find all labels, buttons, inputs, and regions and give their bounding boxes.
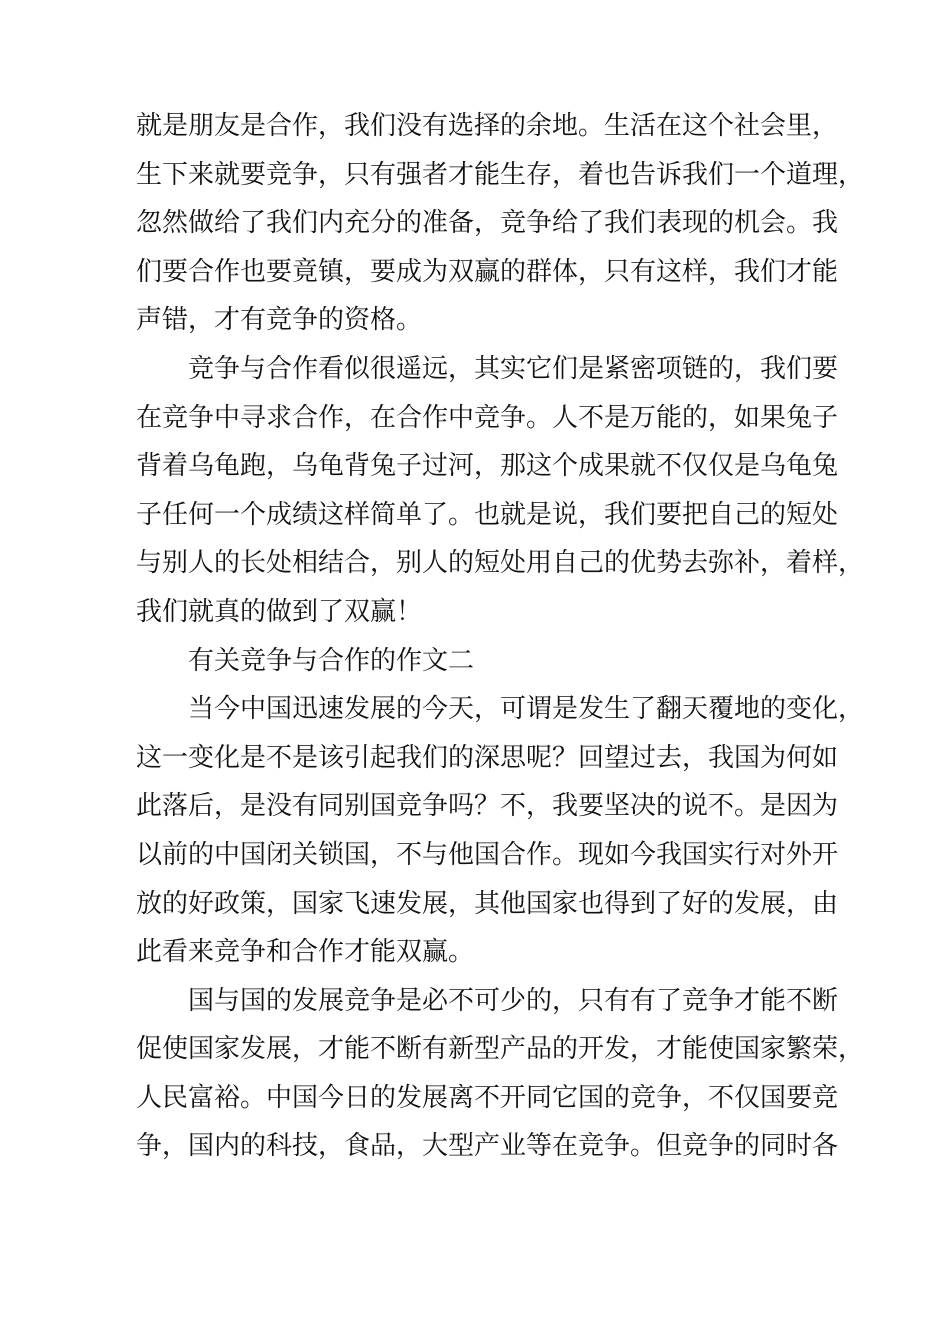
text-line: 背着乌龟跑，乌龟背兔子过河，那这个成果就不仅仅是乌龟兔 bbox=[136, 451, 839, 482]
text-line: 与别人的长处相结合，别人的短处用自己的优势去弥补，着样， bbox=[136, 548, 865, 579]
text-line: 促使国家发展，才能不断有新型产品的开发，才能使国家繁荣， bbox=[136, 1034, 865, 1065]
text-line: 在竞争中寻求合作，在合作中竞争。人不是万能的，如果兔子 bbox=[136, 402, 839, 433]
section-heading: 有关竞争与合作的作文二 bbox=[188, 645, 475, 676]
text-line: 们要合作也要竟镇，要成为双赢的群体，只有这样，我们才能 bbox=[136, 256, 839, 287]
paragraph-first-line: 当今中国迅速发展的今天，可谓是发生了翻天覆地的变化， bbox=[188, 694, 865, 725]
paragraph-first-line: 国与国的发展竞争是必不可少的，只有有了竞争才能不断 bbox=[188, 985, 839, 1016]
text-line: 我们就真的做到了双赢！ bbox=[136, 596, 423, 627]
paragraph-first-line: 竞争与合作看似很遥远，其实它们是紧密项链的，我们要 bbox=[188, 353, 839, 384]
document-body-text bbox=[136, 102, 865, 1171]
text-line: 就是朋友是合作，我们没有选择的余地。生活在这个社会里， bbox=[136, 111, 839, 141]
text-line: 放的好政策，国家飞速发展，其他国家也得到了好的发展，由 bbox=[136, 888, 839, 919]
text-line: 子任何一个成绩这样简单了。也就是说，我们要把自己的短处 bbox=[136, 499, 839, 530]
text-line: 这一变化是不是该引起我们的深思呢？回望过去，我国为何如 bbox=[136, 742, 839, 773]
text-line: 争，国内的科技，食品，大型产业等在竞争。但竞争的同时各 bbox=[136, 1131, 839, 1162]
text-line: 此看来竞争和合作才能双赢。 bbox=[136, 937, 475, 968]
text-line: 声错，才有竞争的资格。 bbox=[136, 305, 423, 336]
text-line: 生下来就要竞争，只有强者才能生存，着也告诉我们一个道理， bbox=[136, 159, 865, 190]
text-line: 以前的中国闭关锁国，不与他国合作。现如今我国实行对外开 bbox=[136, 839, 839, 870]
text-line: 此落后，是没有同别国竞争吗？不，我要坚决的说不。是因为 bbox=[136, 791, 839, 822]
text-line: 人民富裕。中国今日的发展离不开同它国的竞争，不仅国要竞 bbox=[136, 1082, 839, 1113]
text-line: 忽然做给了我们内充分的准备，竞争给了我们表现的机会。我 bbox=[136, 208, 839, 239]
